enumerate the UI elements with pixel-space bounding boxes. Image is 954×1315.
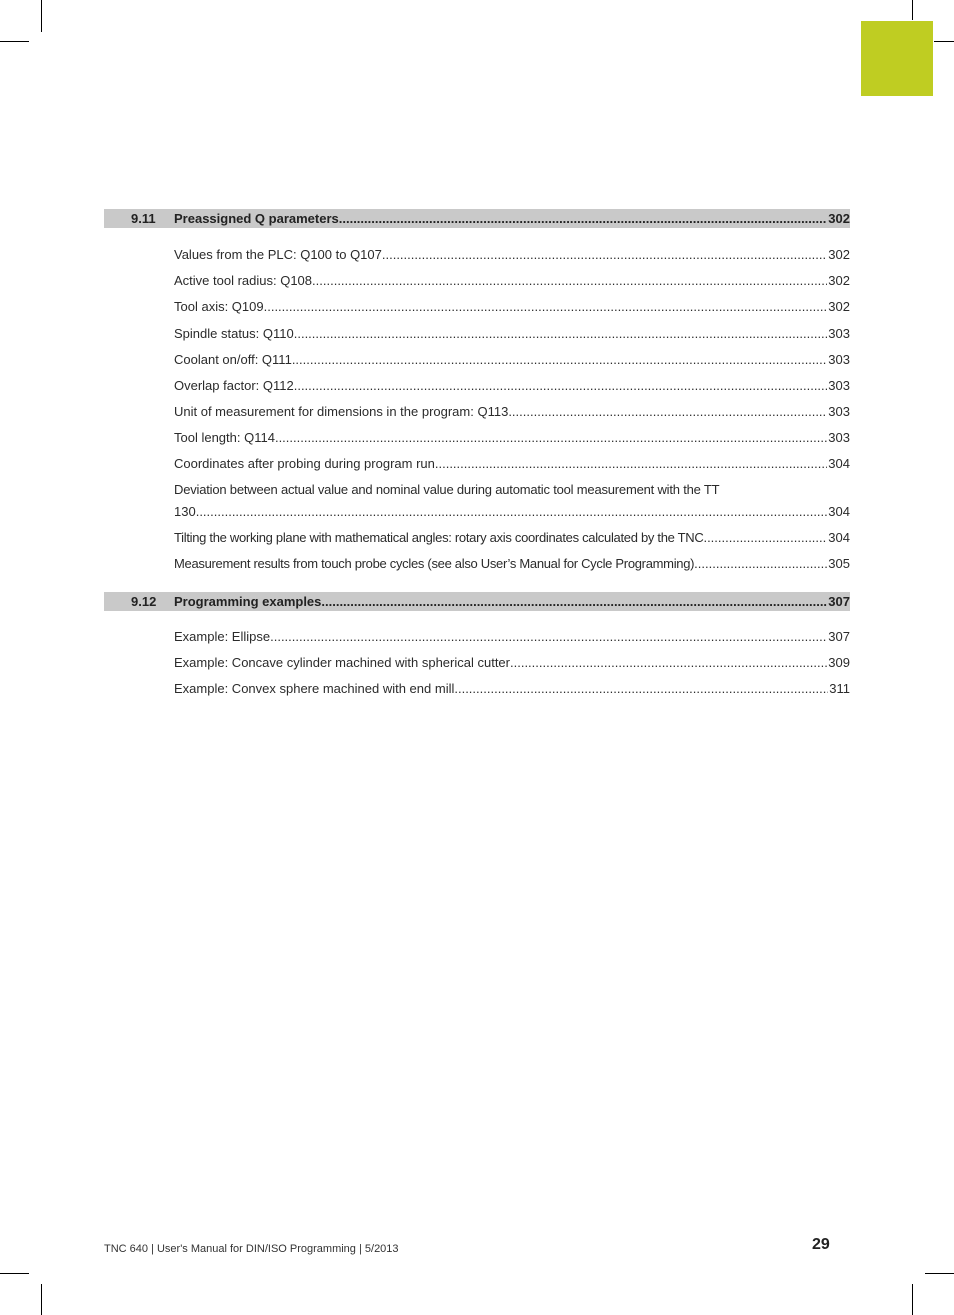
- section-page: 302: [828, 211, 850, 226]
- crop-mark: [925, 1273, 954, 1274]
- section-number: 9.12: [131, 594, 157, 609]
- toc-entry[interactable]: Values from the PLC: Q100 to Q107 ..... 302: [174, 247, 850, 263]
- section-title: Programming examples: [174, 594, 322, 609]
- toc-section-heading[interactable]: [104, 209, 850, 228]
- page-number: 29: [812, 1236, 830, 1253]
- crop-mark: [41, 1284, 42, 1315]
- toc-entry[interactable]: Spindle status: Q110 ..... 303: [174, 326, 850, 342]
- toc-entry[interactable]: Example: Concave cylinder machined with spherical cutter ..... 309: [174, 655, 850, 671]
- section-title: Preassigned Q parameters: [174, 211, 339, 226]
- toc-entry[interactable]: Tilting the working plane with mathematical angles: rotary axis coordinates calculated by the TNC ..... 304: [174, 530, 850, 546]
- toc-entry[interactable]: Deviation between actual value and nominal value during automatic tool measurement with the TT 130 ..... 304: [174, 482, 850, 520]
- toc-entry[interactable]: Tool axis: Q109 ..... 302: [174, 299, 850, 315]
- footer-text: TNC 640 | User's Manual for DIN/ISO Programming | 5/2013: [104, 1243, 399, 1255]
- crop-mark: [0, 1273, 29, 1274]
- toc-entry[interactable]: Overlap factor: Q112 ..... 303: [174, 378, 850, 394]
- toc-entry[interactable]: Tool length: Q114 ..... 303: [174, 430, 850, 446]
- toc-entry[interactable]: Active tool radius: Q108 ..... 302: [174, 273, 850, 289]
- toc-entry[interactable]: Example: Ellipse ..... 307: [174, 629, 850, 645]
- crop-mark: [41, 0, 42, 32]
- toc-section-heading[interactable]: [104, 592, 850, 611]
- toc-entry[interactable]: Measurement results from touch probe cycles (see also User’s Manual for Cycle Programming) ..... 305: [174, 556, 850, 572]
- crop-mark: [0, 41, 29, 42]
- crop-mark: [912, 0, 913, 20]
- section-page: 307: [828, 594, 850, 609]
- crop-mark: [912, 1284, 913, 1315]
- toc-entry[interactable]: Unit of measurement for dimensions in the program: Q113 ..... 303: [174, 404, 850, 420]
- toc-entry[interactable]: Example: Convex sphere machined with end mill ..... 311: [174, 681, 850, 697]
- crop-mark: [934, 41, 954, 42]
- toc-entry[interactable]: Coordinates after probing during program run ..... 304: [174, 456, 850, 472]
- chapter-tab-marker: [861, 21, 933, 96]
- toc-entry[interactable]: Coolant on/off: Q111 ..... 303: [174, 352, 850, 368]
- section-number: 9.11: [131, 211, 156, 226]
